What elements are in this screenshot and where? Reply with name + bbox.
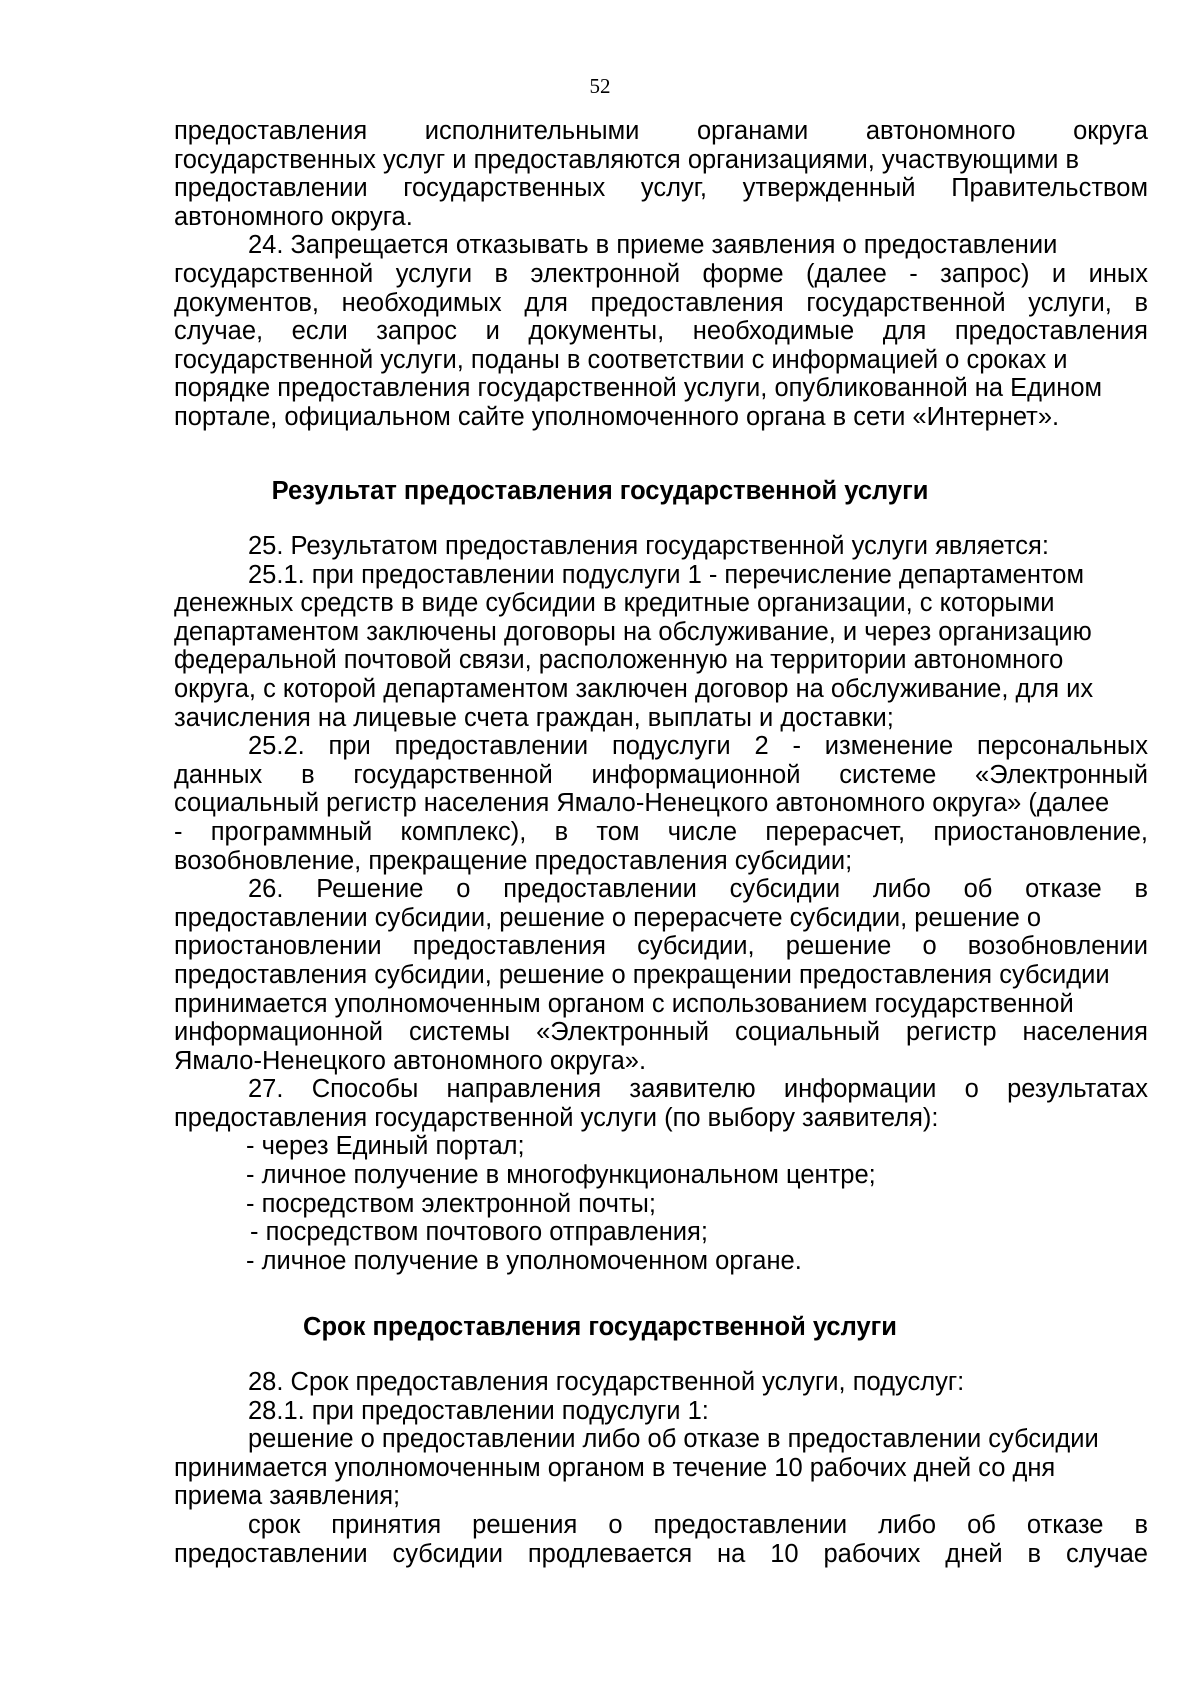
text-block-3 — [174, 1368, 1148, 1568]
text-line: социальный регистр населения Ямало-Ненецкого автономного округа» (далее — [174, 789, 1110, 818]
paragraph-28-1-start: 28.1. при предоставлении подуслуги 1: — [248, 1396, 709, 1425]
text-line: документов, необходимых для предоставления государственной услуги, в — [174, 288, 1148, 317]
text-line: порядке предоставления государственной услуги, опубликованной на Едином — [174, 374, 1103, 403]
paragraph-25-start: 25. Результатом предоставления государственной услуги является: — [248, 532, 1049, 560]
paragraph-25-1-start: 25.1. при предоставлении подуслуги 1 - перечисление департаментом — [248, 560, 1085, 589]
text-line: срок принятия решения о предоставлении либо об отказе в — [248, 1510, 1148, 1539]
text-line: возобновление, прекращение предоставления субсидии; — [174, 846, 853, 875]
text-line: предоставлении государственных услуг, утвержденный Правительством — [174, 174, 1148, 203]
text-line: предоставлении субсидии, решение о перерасчете субсидии, решение о — [174, 903, 1042, 932]
text-line: округа, с которой департаментом заключен договор на обслуживание, для их — [174, 674, 1094, 703]
text-line: государственной услуги в электронной форме (далее - запрос) и иных — [174, 259, 1148, 288]
text-block-1 — [174, 117, 1148, 432]
text-line: приема заявления; — [174, 1482, 401, 1511]
text-line: зачисления на лицевые счета граждан, выплаты и доставки; — [174, 703, 894, 732]
text-line: принимается уполномоченным органом в течение 10 рабочих дней со дня — [174, 1453, 1056, 1482]
text-line: решение о предоставлении либо об отказе в предоставлении субсидии — [248, 1425, 1099, 1454]
text-block-2 — [174, 532, 1148, 1275]
text-line: предоставления субсидии, решение о прекращении предоставления субсидии — [174, 960, 1110, 989]
text-line: Ямало-Ненецкого автономного округа». — [174, 1046, 647, 1075]
text-line: предоставления государственной услуги (по выбору заявителя): — [174, 1103, 939, 1132]
section-heading-result: Результат предоставления государственной услуги — [271, 477, 929, 505]
text-line: предоставлении субсидии продлевается на 10 рабочих дней в случае — [174, 1539, 1148, 1568]
text-line: автономного округа. — [174, 202, 413, 231]
list-item: - личное получение в уполномоченном органе. — [246, 1246, 802, 1275]
text-line: принимается уполномоченным органом с использованием государственной — [174, 989, 1074, 1018]
text-line: информационной системы «Электронный социальный регистр населения — [174, 1018, 1148, 1047]
page-number: 52 — [589, 74, 611, 98]
text-line: государственных услуг и предоставляются организациями, участвующими в — [174, 145, 1080, 174]
paragraph-24-start: 24. Запрещается отказывать в приеме заявления о предоставлении — [248, 231, 1058, 260]
text-line: предоставления исполнительными органами автономного округа — [174, 117, 1148, 145]
text-line: случае, если запрос и документы, необходимые для предоставления — [174, 317, 1148, 346]
text-line: денежных средств в виде субсидии в кредитные организации, с которыми — [174, 589, 1055, 618]
paragraph-27-start: 27. Способы направления заявителю информации о результатах — [248, 1075, 1148, 1104]
text-line: департаментом заключены договоры на обслуживание, и через организацию — [174, 617, 1092, 646]
text-line: - программный комплекс), в том числе перерасчет, приостановление, — [174, 817, 1148, 846]
paragraph-28-start: 28. Срок предоставления государственной услуги, подуслуг: — [248, 1368, 965, 1396]
list-item: - посредством почтового отправления; — [250, 1218, 708, 1247]
section-heading-term: Срок предоставления государственной услуги — [303, 1313, 897, 1341]
paragraph-26-start: 26. Решение о предоставлении субсидии либо об отказе в — [248, 875, 1148, 904]
text-line: портале, официальном сайте уполномоченного органа в сети «Интернет». — [174, 402, 1060, 431]
list-item: - личное получение в многофункциональном центре; — [246, 1161, 876, 1190]
text-line: данных в государственной информационной системе «Электронный — [174, 760, 1148, 789]
list-item: - посредством электронной почты; — [246, 1189, 656, 1218]
text-line: федеральной почтовой связи, расположенную на территории автономного — [174, 646, 1064, 675]
text-line: государственной услуги, поданы в соответствии с информацией о сроках и — [174, 345, 1068, 374]
text-line: приостановлении предоставления субсидии, решение о возобновлении — [174, 932, 1148, 961]
list-item: - через Единый портал; — [246, 1132, 525, 1161]
paragraph-25-2-start: 25.2. при предоставлении подуслуги 2 - изменение персональных — [248, 732, 1148, 761]
